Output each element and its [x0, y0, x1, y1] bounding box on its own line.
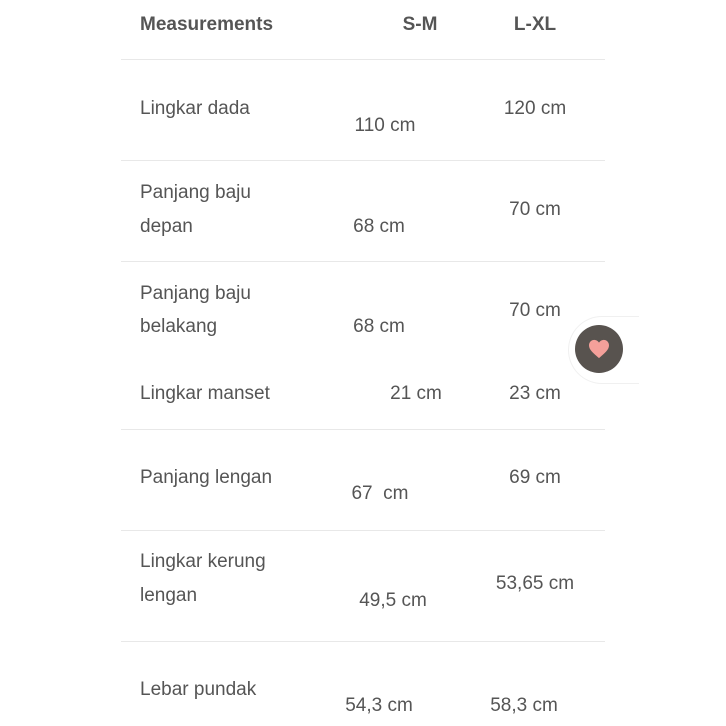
row-label-line2: lengan — [140, 585, 198, 606]
divider — [121, 160, 605, 161]
value-l-xl: 70 cm — [509, 199, 561, 220]
row-label-line2: depan — [140, 216, 193, 237]
value-s-m: 54,3 cm — [345, 695, 413, 716]
value-l-xl: 58,3 cm — [490, 695, 558, 716]
value-s-m: 110 cm — [354, 115, 416, 136]
divider — [121, 261, 605, 262]
header-measurements: Measurements — [140, 14, 274, 35]
value-s-m: 49,5 cm — [359, 590, 427, 611]
heart-icon — [588, 339, 610, 359]
value-l-xl: 23 cm — [509, 383, 561, 404]
value-s-m: 68 cm — [353, 216, 405, 237]
divider — [121, 530, 605, 531]
header-size-s-m: S-M — [402, 14, 438, 35]
favorite-button[interactable] — [575, 325, 623, 373]
row-label: Panjang lengan — [140, 467, 273, 488]
divider — [121, 59, 605, 60]
row-label: Lebar pundak — [140, 679, 257, 700]
value-s-m: 68 cm — [353, 316, 405, 337]
value-l-xl: 120 cm — [503, 98, 567, 119]
row-label: Panjang baju — [140, 283, 251, 304]
value-s-m: 67 cm — [351, 483, 409, 504]
row-label-line2: belakang — [140, 316, 218, 337]
row-label: Lingkar manset — [140, 383, 270, 404]
value-l-xl: 70 cm — [509, 300, 561, 321]
value-l-xl: 69 cm — [509, 467, 561, 488]
divider — [121, 641, 605, 642]
header-size-l-xl: L-XL — [513, 14, 557, 35]
value-l-xl: 53,65 cm — [495, 573, 575, 594]
value-s-m: 21 cm — [390, 383, 442, 404]
row-label: Lingkar kerung — [140, 551, 266, 572]
divider — [121, 429, 605, 430]
row-label: Lingkar dada — [140, 98, 250, 119]
row-label: Panjang baju — [140, 182, 251, 203]
